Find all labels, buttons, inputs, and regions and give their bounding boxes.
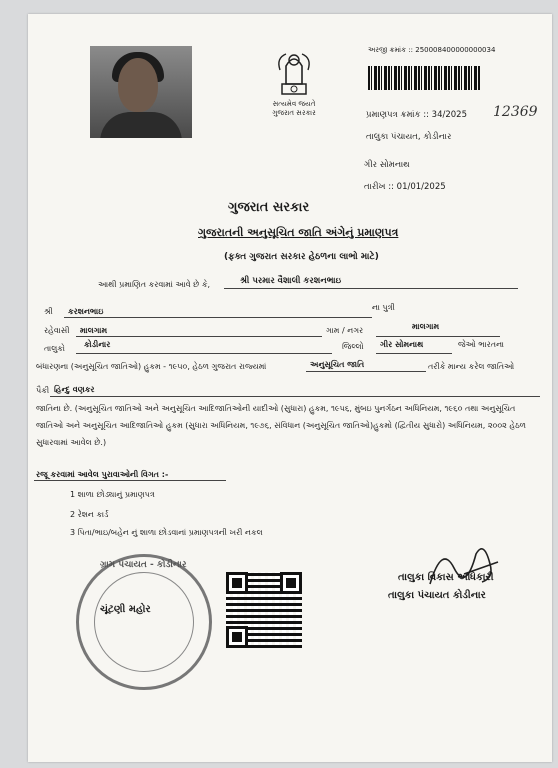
title-note: (ફક્ત ગુજરાત સરકાર હેઠળના લાભો માટે) xyxy=(224,252,379,262)
village-value: માલગામ xyxy=(412,322,440,331)
district-label: જિલ્લો xyxy=(342,342,364,351)
documents-heading-underline xyxy=(34,480,226,481)
certificate-number: પ્રમાણપત્ર ક્રમાંક :: 34/2025 xyxy=(366,110,467,120)
resident-value: માલગામ xyxy=(80,326,108,335)
citizen-text: જેઓ ભારતના xyxy=(458,340,505,349)
father-name: કરશનભાઇ xyxy=(68,307,104,316)
order-text: બંધારણના (અનુસૂચિત જાતિઓ) હુકમ - ૧૯૫૦, હેઠળ ગુજરાત રાજ્યમાં xyxy=(36,362,267,371)
legal-paragraph: જાતિના છે. (અનુસૂચિત જાતિઓ અને અનુસૂચિત આદિજાતિઓની યાદીઓ (સુધારા) હુકમ, ૧૯૫૬, મુંબઇ પુનર્ગઠન અધિનિયમ, ૧૯૬૦ તથા અનુસૂચિત જાતિઓ અને અનુસૂચિત આદિજાતિઓ હુકમ (સુધારા અધિનિયમ, ૧૯૭૬, સંવિધાન (અનુસૂચિત જાતિઓ)હુકમો (દ્વિતીય સુધારો) અધિનિયમ, ૨૦૦૨ હેઠળ સુધારવામાં આવેલ છે.) xyxy=(36,404,527,447)
taluka-value: કોડીનાર xyxy=(84,340,111,349)
resident-underline xyxy=(76,336,322,337)
document-item: 3 પિતા/ભાઇ/બહેન નું શાળા છોડવાનાં પ્રમાણપત્રની ખરી નકલ xyxy=(70,528,263,537)
father-prefix: શ્રી xyxy=(44,307,53,316)
emblem-caption xyxy=(254,100,334,118)
district-underline xyxy=(376,353,452,354)
application-number: અરજી ક્રમાંક :: 250008400000000034 xyxy=(368,46,496,54)
village-underline xyxy=(376,336,500,337)
title-certificate: ગુજરાતની અનુસૂચિત જાતિ અંગેનું પ્રમાણપત્ર xyxy=(198,226,399,239)
stamp-text-top: ગ્રામ પંચાયત - કોડીનાર xyxy=(100,560,187,570)
barcode xyxy=(368,66,480,90)
qr-code xyxy=(226,572,302,648)
stamp-text-middle: ચૂંટણી મહોર xyxy=(100,604,151,615)
signature-designation: તાલુકા વિકાસ અધિકારી xyxy=(398,572,494,583)
category-underline xyxy=(306,371,426,372)
applicant-name: શ્રી પરમાર વૈશાલી કરશનભાઇ xyxy=(240,276,342,286)
issue-date: તારીખ :: 01/01/2025 xyxy=(364,182,446,192)
signature-office: તાલુકા પંચાયત કોડીનાર xyxy=(388,590,486,601)
daughter-of-text: ના પુત્રી xyxy=(372,303,395,312)
certify-text: આથી પ્રમાણિત કરવામાં આવે છે કે, xyxy=(98,280,211,289)
document-item: 1 શાળા છોડ્યાનું પ્રમાણપત્ર xyxy=(70,490,155,499)
caste-label: પૈકી xyxy=(36,386,50,395)
certificate-page xyxy=(28,14,552,762)
taluka-underline xyxy=(76,353,332,354)
caste-value: હિન્દુ વણકર xyxy=(54,385,95,394)
documents-heading: રજૂ કરવામાં આવેલ પુરાવાઓની વિગત :- xyxy=(36,470,169,479)
taluka-label: તાલુકો xyxy=(44,344,65,353)
issuing-district: ગીર સોમનાથ xyxy=(364,160,410,170)
emblem-caption-line1: સત્યમેવ જયતે xyxy=(272,100,316,108)
title-government: ગુજરાત સરકાર xyxy=(228,200,310,215)
issuing-office: તાલુકા પંચાયત, કોડીનાર xyxy=(366,132,452,142)
village-label: ગામ / નગર xyxy=(326,326,364,335)
applicant-photo xyxy=(90,46,192,138)
district-value: ગીર સોમનાથ xyxy=(380,340,424,349)
recognized-text: તરીકે માન્ય કરેલ જાતિઓ xyxy=(428,362,515,371)
applicant-underline xyxy=(224,288,518,289)
emblem-caption-line2: ગુજરાત સરકાર xyxy=(272,109,316,117)
handwritten-number: 12369 xyxy=(493,104,538,120)
father-underline xyxy=(64,317,372,318)
official-stamp-inner-ring xyxy=(94,572,194,672)
document-item: 2 રેશન કાર્ડ xyxy=(70,510,109,519)
caste-category: અનુસૂચિત જાતિ xyxy=(310,360,365,369)
resident-label: રહેવાસી xyxy=(44,326,70,335)
caste-underline xyxy=(50,396,540,397)
state-emblem-icon xyxy=(264,40,324,100)
officer-signature xyxy=(424,534,504,594)
